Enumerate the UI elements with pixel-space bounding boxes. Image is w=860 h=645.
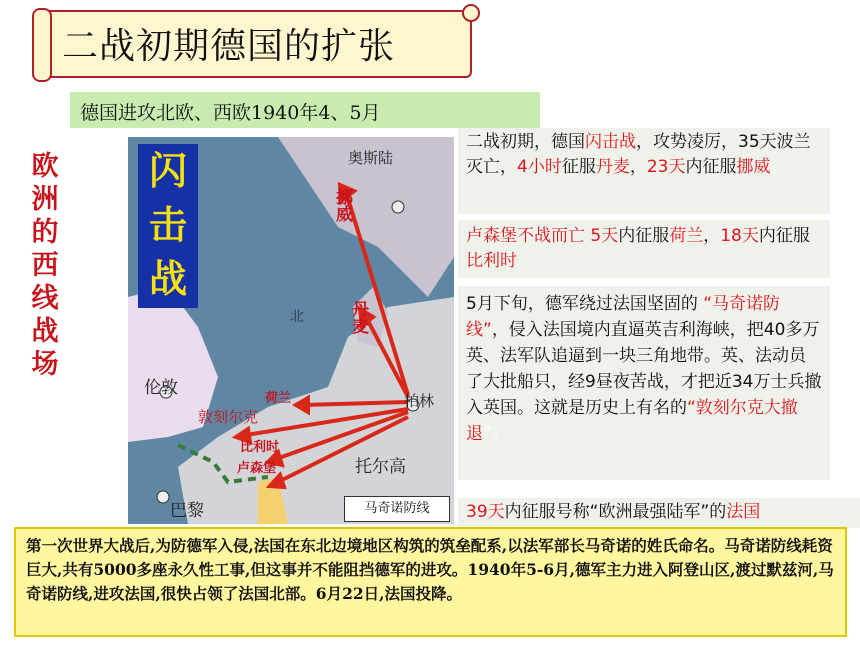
oslo-label: 奥斯陆 xyxy=(348,149,394,167)
box1-text-4: 35天波兰灭亡， xyxy=(466,132,811,177)
box-dunkirk xyxy=(458,286,830,480)
torgau-label: 托尔高 xyxy=(355,457,406,477)
box2-text-3: 荷兰 xyxy=(669,226,704,246)
belgium-label: 比利时 xyxy=(240,440,280,455)
box1-text-6: 征服 xyxy=(561,157,596,177)
box3-text-4: “敦刻尔克大撤退 xyxy=(466,398,798,444)
box2-text-5: 18天 xyxy=(720,226,759,246)
box2-text-2: 内征服 xyxy=(618,226,670,246)
london-label: 伦敦 xyxy=(144,378,178,398)
box1-text-7: 丹麦 xyxy=(595,157,630,177)
blitzkrieg-badge: 闪击战 xyxy=(138,144,198,308)
box3-text-2: “马奇诺防线” xyxy=(466,294,781,340)
box2-text-8: 。 xyxy=(517,251,534,271)
luxembourg-label: 卢森堡 xyxy=(237,461,277,476)
box2-text-4: ， xyxy=(703,226,721,246)
box4-text-3: 法国 xyxy=(726,502,761,522)
box2-text-1: 卢森堡不战而亡 5天 xyxy=(466,226,619,246)
box2-text-7: 比利时 xyxy=(466,251,517,271)
box1-text-8: ， xyxy=(629,157,647,177)
box1-text-11: 挪威 xyxy=(736,157,771,177)
paris-marker xyxy=(157,491,169,503)
maginot-label: 马奇诺防线 xyxy=(344,496,450,522)
box2-text-6: 内征服 xyxy=(758,226,810,246)
box1-text-5: 4小时 xyxy=(517,157,562,177)
box3-text-1: 5月下旬，德军绕过法国坚固的 xyxy=(466,294,704,314)
box3-text-5: ”。 xyxy=(483,424,509,444)
box-france xyxy=(458,498,860,528)
denmark-label: 丹麦 xyxy=(348,300,368,334)
sea-label: 北 xyxy=(290,309,304,325)
subtitle-bar: 德国进攻北欧、西欧1940年4、5月 xyxy=(70,92,540,128)
box1-text-9: 23天 xyxy=(646,157,686,177)
box-lowlands xyxy=(458,220,830,278)
box1-text-12: 。 xyxy=(770,157,788,177)
box-blitz xyxy=(458,128,830,214)
box1-text-3: ，攻势凌厉， xyxy=(636,132,738,152)
side-label: 欧洲的西线战场 xyxy=(31,151,59,380)
box1-text-10: 内征服 xyxy=(685,157,737,177)
maginot-note: 第一次世界大战后,为防德军入侵,法国在东北边境地区构筑的筑垒配系,以法军部长马奇诺的姓氏命名。马奇诺防线耗资巨大,共有5000多座永久性工事,但这事并不能阻挡德军的进攻。1940年5-6月,德军主力进入阿登山区,渡过默兹河,马奇诺防线,进攻法国,很快占领了法国北部。6月22日,法国投降。 xyxy=(14,527,847,637)
norway-label: 挪威 xyxy=(332,188,352,222)
paris-label: 巴黎 xyxy=(170,501,204,521)
berlin-label: 柏林 xyxy=(404,392,435,410)
oslo-marker xyxy=(392,201,404,213)
title-banner xyxy=(42,10,472,78)
page-title: 二战初期德国的扩张 xyxy=(62,26,396,67)
box1-text-1: 二战初期，德国 xyxy=(466,132,585,152)
box1-text-2: 闪击战 xyxy=(585,132,636,152)
holland-label: 荷兰 xyxy=(265,391,292,406)
dunkirk-label: 敦刻尔克 xyxy=(198,408,259,426)
box3-text-3: ，侵入法国境内直逼英吉利海峡，把40多万英、法军队追逼到一块三角地带。英、法动员了大批船只，经9昼夜苦战，才把近34万士兵撤入英国。这就是历史上有名的 xyxy=(466,320,822,418)
box4-text-1: 39天 xyxy=(466,502,505,522)
box4-text-2: 内征服号称“欧洲最强陆军”的 xyxy=(504,502,727,522)
